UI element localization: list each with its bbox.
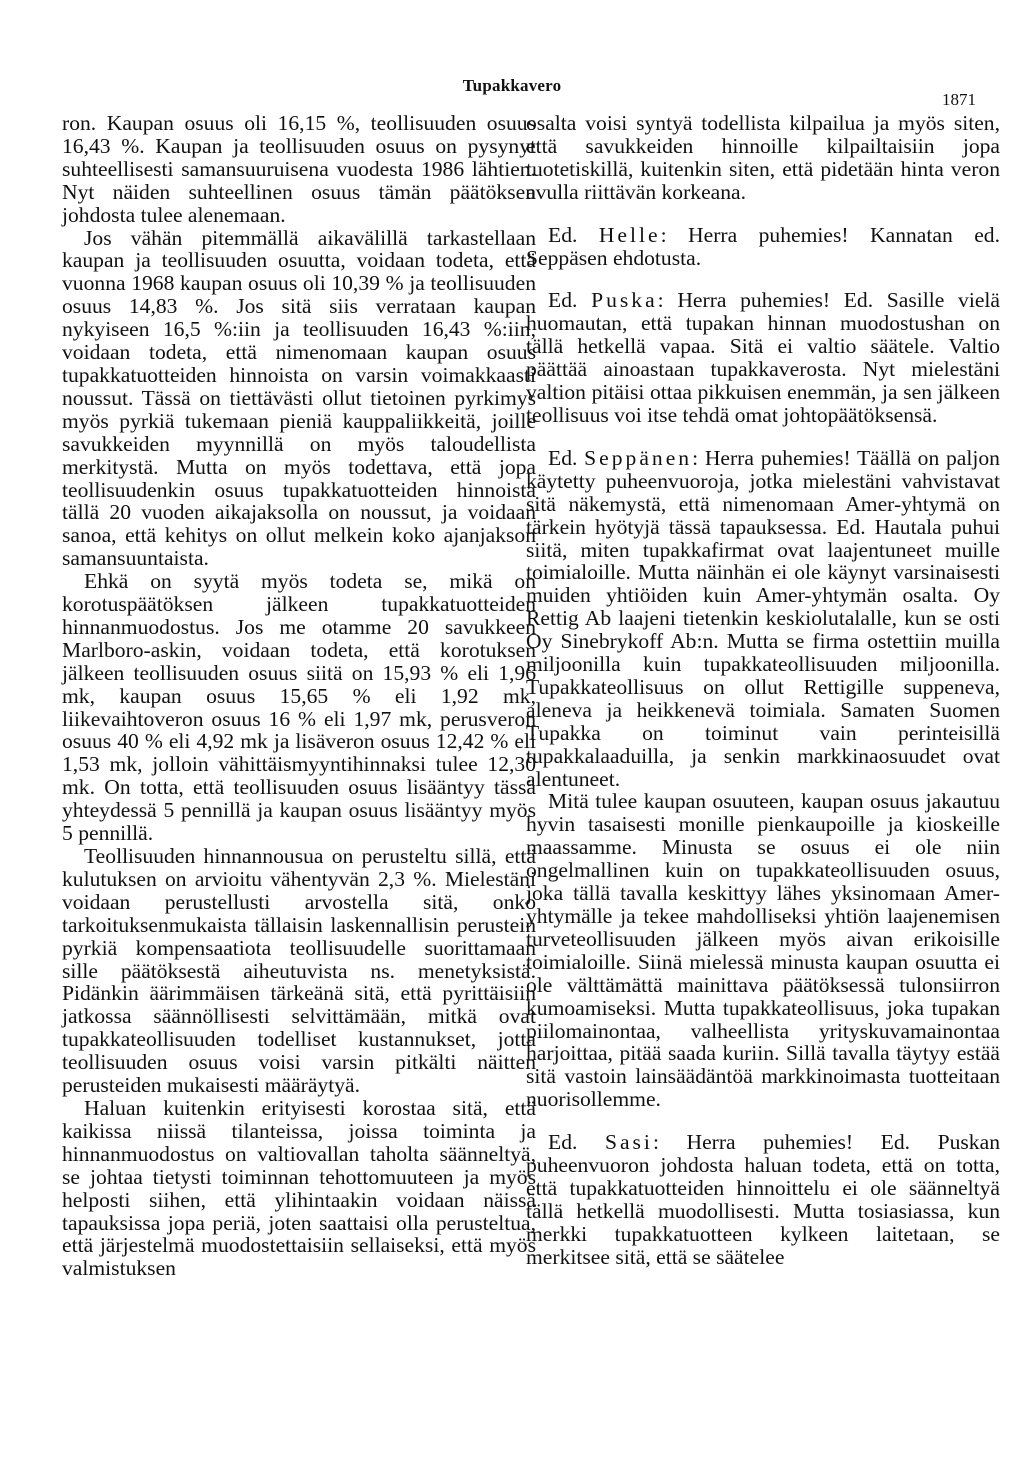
speaker-prefix: Ed. [548, 1130, 605, 1155]
speaker-name: Puska [591, 288, 658, 313]
speaker-name: Seppänen [584, 445, 693, 470]
paragraph: Ehkä on syytä myös todeta se, mikä on korotuspäätöksen jälkeen tupakkatuotteiden hinnanmuodostus. Jos me otamme 20 savukkeen Marlboro-askin, voidaan todeta, että korotuksen jälkeen teollisuuden osuus siitä on 15,93 % eli 1,96 mk, kaupan osuus 15,65 % eli 1,92 mk, liikevaihtoveron osuus 16 % eli 1,97 mk, perusveron osuus 40 % eli 4,92 mk ja lisäveron osuus 12,42 % eli 1,53 mk, jolloin vähittäismyyntihinnaksi tulee 12,30 mk. On totta, että teollisuuden osuus lisääntyy tässä yhteydessä 5 pennillä ja kaupan osuus lisääntyy myös 5 pennillä. [62, 569, 536, 846]
speech-seppanen [526, 447, 1000, 791]
page-number: 1871 [942, 90, 976, 109]
speech-text: : Herra puhemies! Ed. Sasille vielä huomautan, että tupakan hinnan muodostushan on tällä hetkellä vapaa. Sitä ei valtio säätele. Valtio päättää ainoastaan tupakkaverosta. Nyt mielestäni valtion pitäisi ottaa pikkuisen enemmän, ja sen jälkeen teollisuus voi itse tehdä omat johtopäätöksensä. [526, 288, 1000, 427]
speech-helle [526, 224, 1000, 270]
speaker-name: Sasi [604, 1130, 653, 1155]
paragraph: Teollisuuden hinnannousua on perusteltu sillä, että kulutuksen on arvioitu vähentyvän 2,3 %. Mielestäni voidaan perustellusti arvostella sitä, onko tarkoituksenmukaista tällaisin laskennallisin perustein pyrkiä kompensaatiota teollisuudelle suorittamaan sille päätöksestä aiheutuvista ns. menetyksistä. Pidänkin äärimmäisen tärkeänä sitä, että pyrittäisiin jatkossa säännöllisesti selvittämään, mitkä ovat tupakkateollisuuden todelliset kustannukset, jotta teollisuuden osuus voisi varsin pitkälti näitten perusteiden mukaisesti määräytyä. [62, 844, 536, 1098]
speaker-name: Helle [598, 222, 661, 247]
paragraph: osalta voisi syntyä todellista kilpailua ja myös siten, että savukkeiden hinnoille kilpailtaisiin jopa tuotetiskillä, kuitenkin siten, että pidetään hinta veron avulla riittävän korkeana. [526, 111, 1000, 204]
speech-text: : Herra puhemies! Ed. Puskan puheenvuoron johdosta haluan todeta, että on totta, että tupakkatuotteiden hinnoittelu ei ole säänneltyä tällä hetkellä muodollisesti. Mutta tosiasiassa, kun merkki tupakkatuotteen kylkeen laitetaan, se merkitsee sitä, että se säätelee [526, 1130, 1000, 1269]
paragraph: Jos vähän pitemmällä aikavälillä tarkastellaan kaupan ja teollisuuden osuutta, voidaan todeta, että vuonna 1968 kaupan osuus oli 10,39 % ja teollisuuden osuus 14,83 %. Jos sitä siis verrataan kaupan nykyiseen 16,5 %:iin ja teollisuuden 16,43 %:iin, voidaan todeta, että nimenomaan kaupan osuus tupakkatuotteiden hinnoista on varsin voimakkaasti noussut. Tässä on tiettävästi ollut tietoinen pyrkimys myös pyrkiä tukemaan pieniä kauppaliikkeitä, joille savukkeiden myynnillä on myös taloudellista merkitystä. Mutta on myös todettava, että jopa teollisuudenkin osuus tupakkatuotteiden hinnoista tällä 20 vuoden aikajaksolla on noussut, ja voidaan sanoa, että kehitys on ollut melkein koko ajanjakson samansuuntaista. [62, 225, 536, 571]
speech-text: : Herra puhemies! Kannatan ed. Seppäsen ehdotusta. [526, 222, 1000, 270]
speech-text: : Herra puhemies! Täällä on paljon käytetty puheenvuoroja, jotka mielestäni vahvistavat sitä näkemystä, että nimenomaan Amer-yhtymä on tärkein hyötyjä tässä tapauksessa. Ed. Hautala puhui siitä, miten tupakkafirmat ovat laajentuneet muille toimialoille. Mutta näinhän ei ole käynyt varsinaisesti muiden yhtiöiden kuin Amer-yhtymän osalta. Oy Rettig Ab laajeni tietenkin keskiolutalalle, kun se osti Oy Sinebrykoff Ab:n. Mutta se firma ostettiin muilla miljoonilla kuin tupakkateollisuuden miljoonilla. Tupakkateollisuus on ollut Rettigille suppeneva, aleneva ja heikkenevä toimiala. Samaten Suomen Tupakka on toiminut vain perinteisillä tupakkalaaduilla, ja senkin markkinaosuudet ovat alentuneet. [526, 445, 1000, 791]
paragraph: Mitä tulee kaupan osuuteen, kaupan osuus jakautuu hyvin tasaisesti monille pienkaupoille ja kioskeille maassamme. Minusta se osuus ei ole niin ongelmallinen kuin on tupakkateollisuuden osuus, joka tällä tavalla keskittyy lähes yksinomaan Amer-yhtymälle ja tekee mahdolliseksi yhtiön laajenemisen turveteollisuuden jälkeen myös aivan erikoisille toimialoille. Siinä mielessä minusta kaupan osuutta ei ole välttämättä mainittava päätöksessä tulonsiirron kumoamiseksi. Mutta tupakkateollisuus, joka tupakan piilomainontaa, valheellista yrityskuvamainontaa harjoittaa, pitää saada kuriin. Sillä tavalla täytyy estää sitä vastoin lainsäädäntöä markkinoimasta tuotteitaan nuorisollemme. [526, 789, 1000, 1112]
running-header-title: Tupakkavero [462, 76, 562, 95]
speech-puska [526, 289, 1000, 426]
speech-sasi [526, 1131, 1000, 1268]
paragraph: ron. Kaupan osuus oli 16,15 %, teollisuuden osuus 16,43 %. Kaupan ja teollisuuden osuus on pysynyt suhteellisesti samansuuruisena vuodesta 1986 lähtien. Nyt näiden suhteellinen osuus tämän päätöksen johdosta tulee alenemaan. [62, 111, 536, 227]
speaker-prefix: Ed. [548, 222, 599, 247]
left-column [62, 112, 536, 1280]
right-column [526, 112, 1000, 1269]
speaker-prefix: Ed. [548, 445, 585, 470]
speaker-prefix: Ed. [548, 288, 592, 313]
paragraph: Haluan kuitenkin erityisesti korostaa sitä, että kaikissa niissä tilanteissa, joissa toiminta ja hinnanmuodostus on valtiovallan taholta säänneltyä, se johtaa tietysti toiminnan tehottomuuteen ja myös helposti siihen, että ylihintaakin voidaan näissä tapauksissa jopa periä, joten saattaisi olla perusteltua, että järjestelmä muodostettaisiin sellaiseksi, että myös valmistuksen [62, 1095, 536, 1281]
